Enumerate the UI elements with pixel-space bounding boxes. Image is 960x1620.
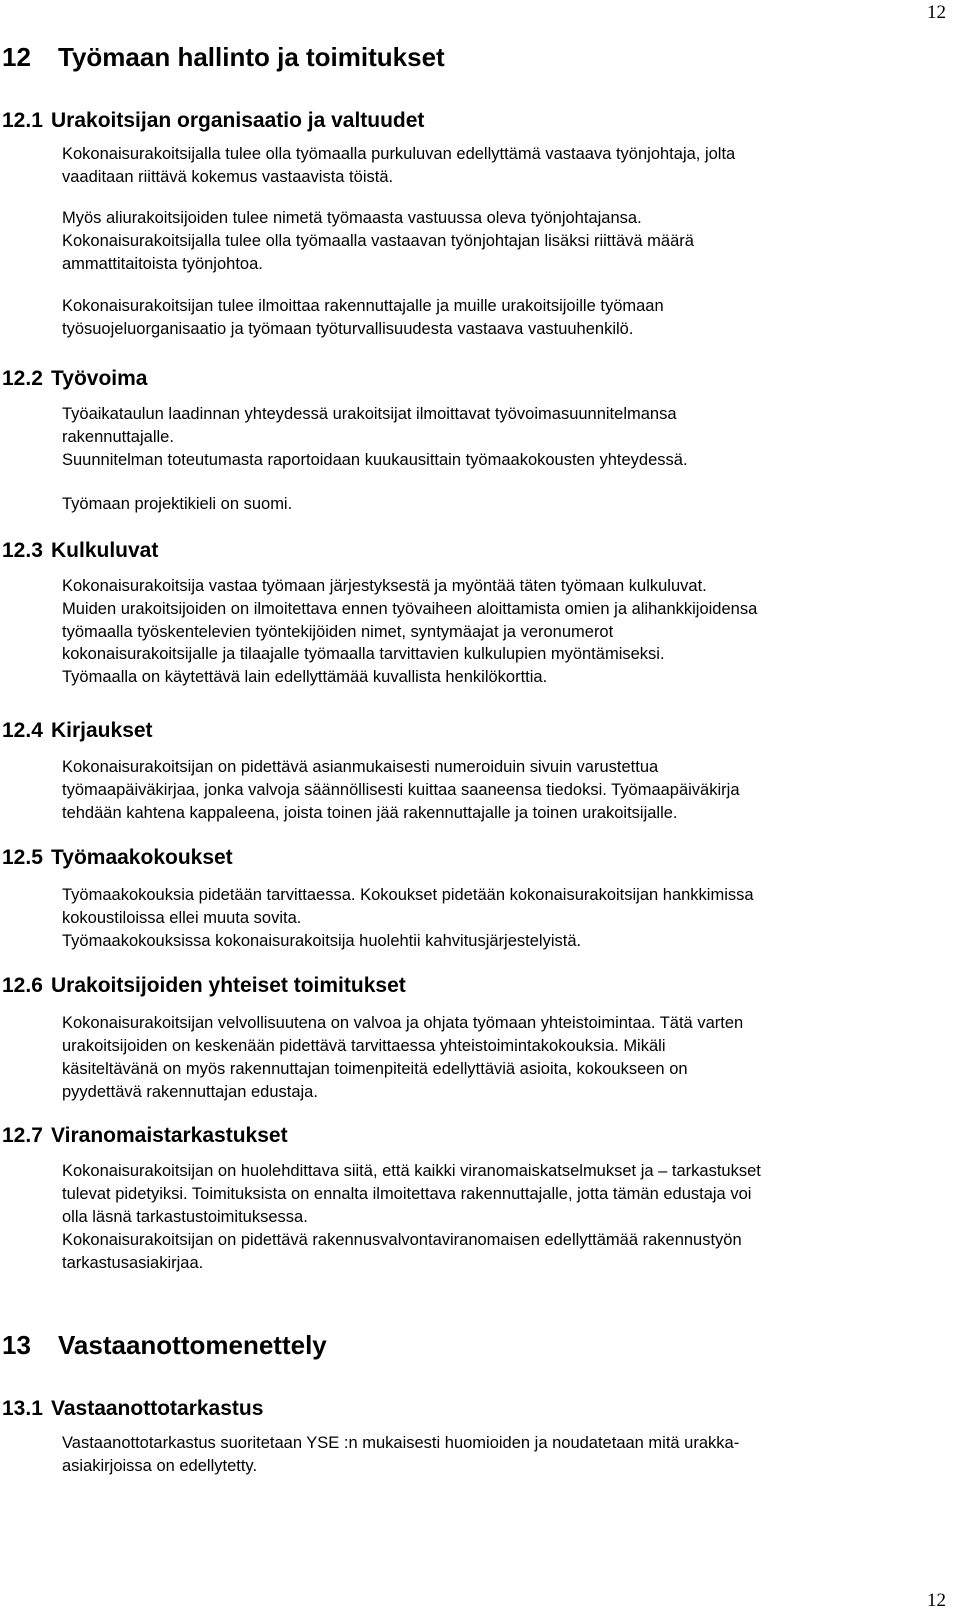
section-heading-13-1 — [2, 1397, 263, 1421]
section-number: 13.1 — [2, 1397, 43, 1420]
section-title: Viranomaistarkastukset — [51, 1124, 288, 1147]
section-heading-12-6 — [2, 974, 406, 998]
section-number: 12.7 — [2, 1124, 43, 1147]
section-number: 12.5 — [2, 846, 43, 869]
paragraph: Työmaan projektikieli on suomi. — [62, 495, 293, 513]
page-number-bottom: 12 — [927, 1590, 946, 1611]
chapter-title: Työmaan hallinto ja toimitukset — [58, 42, 445, 72]
paragraph: Kokonaisurakoitsijan on huolehdittava siitä, että kaikki viranomaiskatselmukset ja – tarkastukset tulevat pidetyiksi. Toimituksista on ennalta ilmoitettava rakennuttajalle, jotta tämän edustaja voi olla läsnä tarkastustoimituksessa. Kokonaisurakoitsijan on pidettävä rakennusvalvontaviranomaisen edellyttämää rakennustyön tarkastusasiakirjaa. — [62, 1162, 761, 1272]
page-number-top: 12 — [927, 2, 946, 23]
section-heading-12-1 — [2, 109, 424, 133]
paragraph: Kokonaisurakoitsijalla tulee olla työmaalla purkuluvan edellyttämä vastaava työnjohtaja, jolta vaaditaan riittävä kokemus vastaavista töistä. — [62, 145, 736, 186]
paragraph: Kokonaisurakoitsijan tulee ilmoittaa rakennuttajalle ja muille urakoitsijoille työmaan työsuojeluorganisaatio ja työmaan työturvallisuudesta vastaava vastuuhenkilö. — [62, 297, 664, 338]
section-heading-12-2 — [2, 367, 147, 391]
section-heading-12-7 — [2, 1124, 288, 1148]
paragraph: Kokonaisurakoitsijan velvollisuutena on valvoa ja ohjata työmaan yhteistoimintaa. Tätä varten urakoitsijoiden on keskenään pidettävä tarvittaessa yhteistoimintakokouksia. Mikäli käsiteltävänä on myös rakennuttajan toimenpiteitä edellyttäviä asioita, kokoukseen on pyydettävä rakennuttajan edustaja. — [62, 1014, 744, 1101]
chapter-number: 13 — [2, 1330, 31, 1360]
paragraph: Kokonaisurakoitsija vastaa työmaan järjestyksestä ja myöntää täten työmaan kulkuluvat. Muiden urakoitsijoiden on ilmoitettava ennen työvaiheen aloittamista omien ja alihankkijoidensa työmaalla työskentelevien työntekijöiden nimet, syntymäajat ja veronumerot kokonaisurakoitsijalle ja tilaajalle työmaalla tarvittavien kulkulupien myöntämiseksi. Työmaalla on käytettävä lain edellyttämää kuvallista henkilökorttia. — [62, 577, 758, 687]
section-number: 12.6 — [2, 974, 43, 997]
section-title: Vastaanottotarkastus — [51, 1397, 264, 1420]
section-number: 12.1 — [2, 109, 43, 132]
section-title: Urakoitsijan organisaatio ja valtuudet — [51, 109, 425, 132]
paragraph: Työaikataulun laadinnan yhteydessä urakoitsijat ilmoittavat työvoimasuunnitelmansa rakennuttajalle. Suunnitelman toteutumasta raportoidaan kuukausittain työmaakokousten yhteydessä. — [62, 405, 688, 469]
section-heading-12-4 — [2, 719, 153, 743]
paragraph: Myös aliurakoitsijoiden tulee nimetä työmaasta vastuussa oleva työnjohtajansa. Kokonaisurakoitsijalla tulee olla työmaalla vastaavan työnjohtajan lisäksi riittävä määrä ammattitaitoista työnjohtoa. — [62, 209, 694, 273]
chapter-heading — [2, 1330, 327, 1361]
paragraph: Kokonaisurakoitsijan on pidettävä asianmukaisesti numeroiduin sivuin varustettua työmaapäiväkirjaa, jonka valvoja säännöllisesti kuittaa saaneensa tiedoksi. Työmaapäiväkirja tehdään kahtena kappaleena, joista toinen jää rakennuttajalle ja toinen urakoitsijalle. — [62, 758, 740, 822]
section-heading-12-5 — [2, 846, 233, 870]
section-title: Urakoitsijoiden yhteiset toimitukset — [51, 974, 406, 997]
chapter-heading — [2, 42, 445, 73]
section-title: Kirjaukset — [51, 719, 153, 742]
paragraph: Vastaanottotarkastus suoritetaan YSE :n mukaisesti huomioiden ja noudatetaan mitä urakka- asiakirjoissa on edellytetty. — [62, 1434, 740, 1475]
section-title: Työvoima — [51, 367, 148, 390]
section-number: 12.2 — [2, 367, 43, 390]
paragraph: Työmaakokouksia pidetään tarvittaessa. Kokoukset pidetään kokonaisurakoitsijan hankkimissa kokoustiloissa ellei muuta sovita. Työmaakokouksissa kokonaisurakoitsija huolehtii kahvitusjärjestelyistä. — [62, 886, 754, 950]
chapter-number: 12 — [2, 42, 31, 72]
section-number: 12.3 — [2, 539, 43, 562]
section-number: 12.4 — [2, 719, 43, 742]
chapter-title: Vastaanottomenettely — [58, 1330, 327, 1360]
section-heading-12-3 — [2, 539, 158, 563]
section-title: Kulkuluvat — [51, 539, 159, 562]
section-title: Työmaakokoukset — [51, 846, 233, 869]
